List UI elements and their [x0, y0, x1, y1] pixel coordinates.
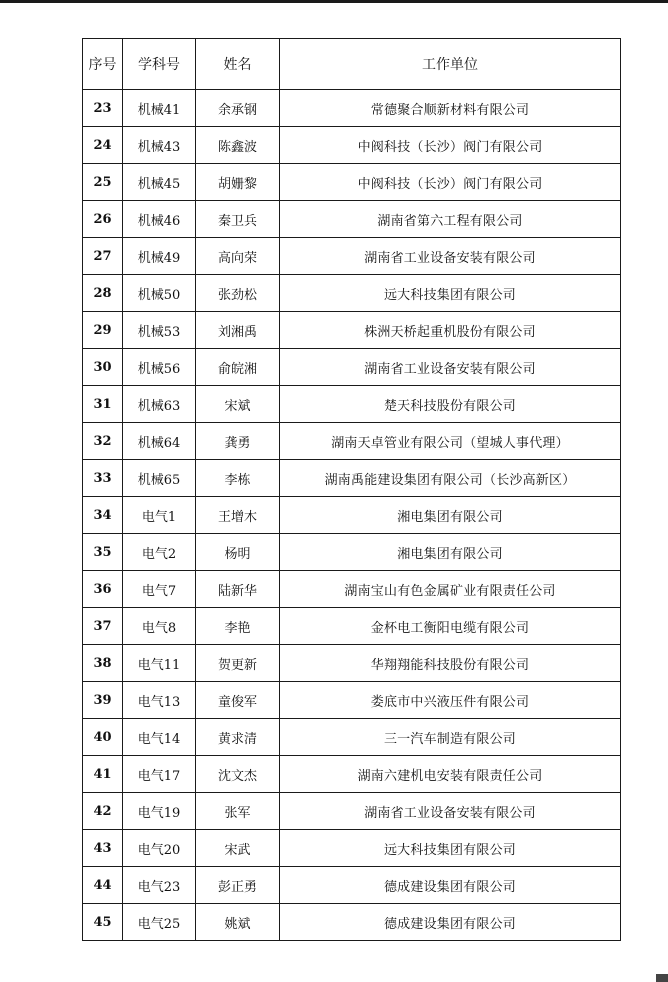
- table-row: [83, 312, 621, 349]
- cell-subject-code: 机械49: [123, 238, 196, 275]
- cell-name: 龚勇: [196, 423, 280, 460]
- cell-work-unit: 湖南省工业设备安装有限公司: [280, 349, 621, 386]
- cell-name: 陆新华: [196, 571, 280, 608]
- cell-work-unit: 湖南禹能建设集团有限公司（长沙高新区）: [280, 460, 621, 497]
- cell-name: 张军: [196, 793, 280, 830]
- cell-seq: 45: [83, 904, 123, 941]
- cell-seq: 28: [83, 275, 123, 312]
- cell-subject-code: 电气8: [123, 608, 196, 645]
- cell-subject-code: 机械63: [123, 386, 196, 423]
- cell-seq: 42: [83, 793, 123, 830]
- cell-subject-code: 机械45: [123, 164, 196, 201]
- cell-subject-code: 机械41: [123, 90, 196, 127]
- table-row: [83, 682, 621, 719]
- cell-subject-code: 机械56: [123, 349, 196, 386]
- cell-name: 王增木: [196, 497, 280, 534]
- cell-name: 李栋: [196, 460, 280, 497]
- cell-seq: 43: [83, 830, 123, 867]
- table-row: [83, 423, 621, 460]
- cell-work-unit: 金杯电工衡阳电缆有限公司: [280, 608, 621, 645]
- table-row: [83, 756, 621, 793]
- header-name: 姓名: [196, 39, 280, 90]
- cell-seq: 32: [83, 423, 123, 460]
- cell-seq: 26: [83, 201, 123, 238]
- cell-seq: 37: [83, 608, 123, 645]
- cell-seq: 31: [83, 386, 123, 423]
- cell-name: 张劲松: [196, 275, 280, 312]
- cell-work-unit: 湖南天卓管业有限公司（望城人事代理）: [280, 423, 621, 460]
- cell-work-unit: 常德聚合顺新材料有限公司: [280, 90, 621, 127]
- page-corner-marker: [656, 974, 668, 982]
- table-row: [83, 497, 621, 534]
- cell-work-unit: 湘电集团有限公司: [280, 497, 621, 534]
- personnel-table: [82, 38, 621, 941]
- cell-work-unit: 株洲天桥起重机股份有限公司: [280, 312, 621, 349]
- cell-subject-code: 电气1: [123, 497, 196, 534]
- cell-work-unit: 湖南省工业设备安装有限公司: [280, 238, 621, 275]
- cell-subject-code: 电气20: [123, 830, 196, 867]
- table-row: [83, 90, 621, 127]
- table-row: [83, 645, 621, 682]
- table-row: [83, 534, 621, 571]
- cell-name: 余承钢: [196, 90, 280, 127]
- cell-work-unit: 德成建设集团有限公司: [280, 904, 621, 941]
- table-row: [83, 867, 621, 904]
- cell-name: 高向荣: [196, 238, 280, 275]
- cell-work-unit: 德成建设集团有限公司: [280, 867, 621, 904]
- table-row: [83, 904, 621, 941]
- cell-seq: 36: [83, 571, 123, 608]
- cell-work-unit: 湖南六建机电安装有限责任公司: [280, 756, 621, 793]
- cell-seq: 24: [83, 127, 123, 164]
- cell-subject-code: 机械65: [123, 460, 196, 497]
- cell-seq: 34: [83, 497, 123, 534]
- cell-work-unit: 三一汽车制造有限公司: [280, 719, 621, 756]
- cell-name: 杨明: [196, 534, 280, 571]
- cell-seq: 35: [83, 534, 123, 571]
- cell-work-unit: 湘电集团有限公司: [280, 534, 621, 571]
- cell-subject-code: 机械43: [123, 127, 196, 164]
- table-row: [83, 793, 621, 830]
- cell-subject-code: 电气19: [123, 793, 196, 830]
- header-org: 工作单位: [280, 39, 621, 90]
- header-seq: 序号: [83, 39, 123, 90]
- cell-subject-code: 电气11: [123, 645, 196, 682]
- cell-subject-code: 电气7: [123, 571, 196, 608]
- cell-seq: 41: [83, 756, 123, 793]
- cell-subject-code: 电气17: [123, 756, 196, 793]
- cell-name: 贺更新: [196, 645, 280, 682]
- cell-subject-code: 机械50: [123, 275, 196, 312]
- cell-seq: 33: [83, 460, 123, 497]
- top-border-rule: [0, 0, 668, 3]
- cell-seq: 40: [83, 719, 123, 756]
- table-row: [83, 201, 621, 238]
- cell-name: 刘湘禹: [196, 312, 280, 349]
- table-row: [83, 386, 621, 423]
- cell-work-unit: 华翔翔能科技股份有限公司: [280, 645, 621, 682]
- cell-subject-code: 电气23: [123, 867, 196, 904]
- header-code: 学科号: [123, 39, 196, 90]
- cell-seq: 44: [83, 867, 123, 904]
- cell-name: 沈文杰: [196, 756, 280, 793]
- cell-seq: 27: [83, 238, 123, 275]
- cell-work-unit: 湖南宝山有色金属矿业有限责任公司: [280, 571, 621, 608]
- cell-work-unit: 湖南省第六工程有限公司: [280, 201, 621, 238]
- cell-name: 宋武: [196, 830, 280, 867]
- cell-seq: 29: [83, 312, 123, 349]
- cell-name: 秦卫兵: [196, 201, 280, 238]
- cell-work-unit: 娄底市中兴液压件有限公司: [280, 682, 621, 719]
- cell-name: 彭正勇: [196, 867, 280, 904]
- cell-name: 胡姗黎: [196, 164, 280, 201]
- cell-subject-code: 电气25: [123, 904, 196, 941]
- table-body: [83, 90, 621, 941]
- cell-name: 宋斌: [196, 386, 280, 423]
- cell-seq: 25: [83, 164, 123, 201]
- table-row: [83, 719, 621, 756]
- cell-seq: 39: [83, 682, 123, 719]
- cell-name: 姚斌: [196, 904, 280, 941]
- table-header: [83, 39, 621, 90]
- cell-work-unit: 楚天科技股份有限公司: [280, 386, 621, 423]
- table-row: [83, 349, 621, 386]
- cell-name: 陈鑫波: [196, 127, 280, 164]
- cell-name: 童俊军: [196, 682, 280, 719]
- cell-seq: 23: [83, 90, 123, 127]
- table-row: [83, 830, 621, 867]
- cell-work-unit: 远大科技集团有限公司: [280, 830, 621, 867]
- cell-work-unit: 远大科技集团有限公司: [280, 275, 621, 312]
- table-row: [83, 238, 621, 275]
- table-row: [83, 127, 621, 164]
- cell-seq: 38: [83, 645, 123, 682]
- cell-subject-code: 电气13: [123, 682, 196, 719]
- cell-name: 黄求清: [196, 719, 280, 756]
- header-row: [83, 39, 621, 90]
- table-row: [83, 275, 621, 312]
- table-row: [83, 164, 621, 201]
- cell-name: 俞皖湘: [196, 349, 280, 386]
- cell-work-unit: 中阀科技（长沙）阀门有限公司: [280, 127, 621, 164]
- table-row: [83, 571, 621, 608]
- cell-subject-code: 电气14: [123, 719, 196, 756]
- cell-subject-code: 机械46: [123, 201, 196, 238]
- cell-seq: 30: [83, 349, 123, 386]
- cell-subject-code: 机械53: [123, 312, 196, 349]
- cell-name: 李艳: [196, 608, 280, 645]
- cell-subject-code: 机械64: [123, 423, 196, 460]
- cell-work-unit: 中阀科技（长沙）阀门有限公司: [280, 164, 621, 201]
- table-row: [83, 608, 621, 645]
- cell-subject-code: 电气2: [123, 534, 196, 571]
- cell-work-unit: 湖南省工业设备安装有限公司: [280, 793, 621, 830]
- table-row: [83, 460, 621, 497]
